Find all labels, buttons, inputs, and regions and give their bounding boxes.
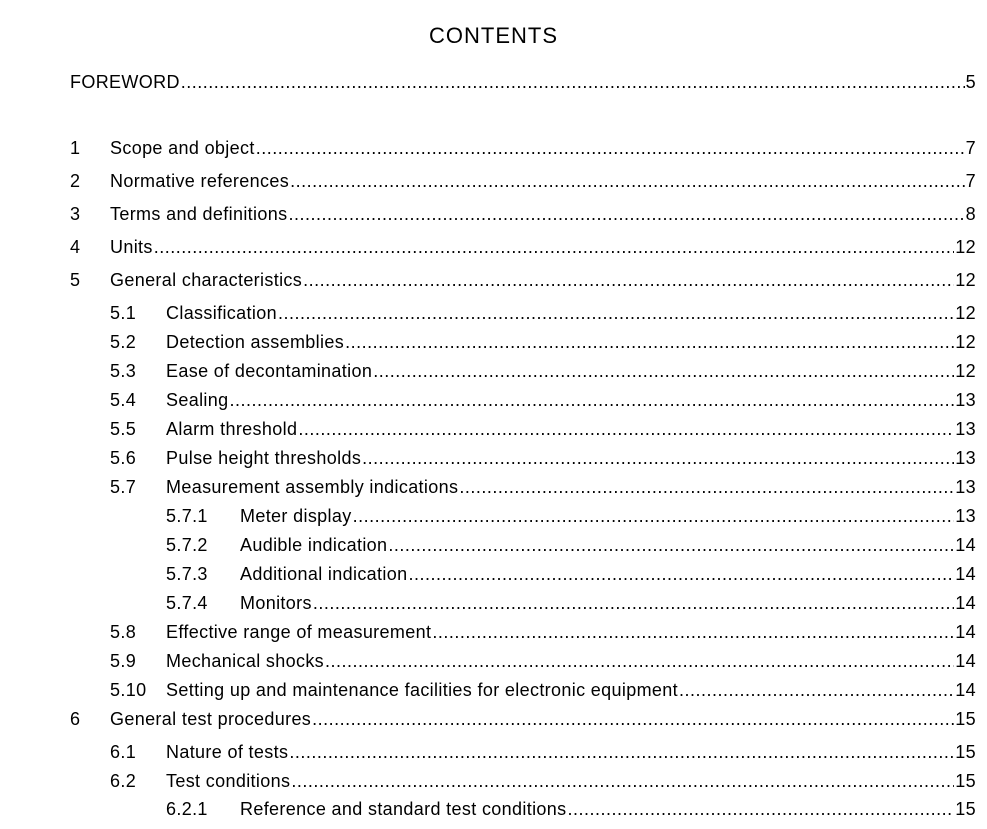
toc-entry-page: 7 [965,171,976,191]
toc-entry-label: Sealing [166,390,229,410]
toc-entry-number: 5.8 [110,622,137,642]
toc-entry-label: Test conditions [166,771,291,791]
toc-entry-label: Ease of decontamination [166,361,373,381]
leader-dots [353,504,955,528]
toc-entry-label: Scope and object [110,138,255,158]
leader-dots [278,301,954,325]
toc-entry-page: 8 [965,204,976,224]
toc-entry-label: Nature of tests [166,742,289,762]
toc-entry-number: 6 [70,709,81,729]
toc-entry[interactable] [70,136,976,160]
toc-entry[interactable] [166,797,976,821]
toc-entry-label: Normative references [110,171,290,191]
toc-entry-foreword[interactable] [70,70,976,94]
leader-dots [459,475,954,499]
toc-entry-label: Monitors [240,593,312,613]
toc-entry-page: 12 [955,361,976,381]
toc-entry[interactable] [166,504,976,528]
leader-dots [312,707,954,731]
leader-dots [291,769,954,793]
leader-dots [568,797,955,821]
toc-entry-page: 12 [955,303,976,323]
toc-entry-number: 5.9 [110,651,137,671]
leader-dots [290,169,965,193]
toc-entry-label: Mechanical shocks [166,651,325,671]
toc-entry-page: 15 [955,771,976,791]
leader-dots [288,202,964,226]
toc-entry-label: Detection assemblies [166,332,345,352]
toc-entry[interactable] [110,301,976,325]
toc-entry-label: Audible indication [240,535,388,555]
toc-entry-label: Reference and standard test conditions [240,799,567,819]
toc-entry-number: 5.1 [110,303,137,323]
toc-entry-page: 13 [955,390,976,410]
leader-dots [256,136,965,160]
toc-entry-page: 13 [955,419,976,439]
toc-entry-number: 3 [70,204,81,224]
toc-entry[interactable] [166,591,976,615]
toc-entry[interactable] [70,235,976,259]
toc-entry-number: 5.4 [110,390,137,410]
toc-entry[interactable] [110,417,976,441]
toc-entry-number: 5.3 [110,361,137,381]
toc-entry-page: 14 [955,593,976,613]
toc-entry-page: 14 [955,651,976,671]
toc-entry-page: 14 [955,564,976,584]
toc-entry-page: 12 [955,270,976,290]
toc-entry-page: 15 [955,709,976,729]
toc-entry-page: 5 [965,72,976,92]
toc-entry-page: 13 [955,506,976,526]
leader-dots [408,562,954,586]
toc-entry-number: 5.10 [110,680,147,700]
toc-entry-number: 6.2 [110,771,137,791]
toc-entry-label: Units [110,237,153,257]
toc-entry-number: 5.2 [110,332,137,352]
toc-entry-label: Additional indication [240,564,408,584]
leader-dots [388,533,954,557]
toc-entry[interactable] [70,268,976,292]
toc-entry-label: FOREWORD [70,72,180,92]
leader-dots [230,388,955,412]
toc-entry-label: Classification [166,303,277,323]
toc-entry[interactable] [110,359,976,383]
toc-entry[interactable] [166,562,976,586]
toc-entry[interactable] [110,769,976,793]
toc-entry-number: 5.5 [110,419,137,439]
toc-entry-label: Setting up and maintenance facilities for electronic equipment [166,680,678,700]
toc-entry[interactable] [110,446,976,470]
toc-entry[interactable] [70,707,976,731]
toc-entry[interactable] [110,649,976,673]
leader-dots [373,359,954,383]
toc-entry-number: 2 [70,171,81,191]
toc-entry-number: 5.7 [110,477,137,497]
toc-entry-label: Alarm threshold [166,419,298,439]
toc-entry-number: 5.7.3 [166,564,208,584]
toc-entry-page: 7 [965,138,976,158]
toc-entry-page: 15 [955,742,976,762]
toc-entry-label: Effective range of measurement [166,622,432,642]
toc-entry[interactable] [166,533,976,557]
toc-entry-page: 12 [955,237,976,257]
leader-dots [313,591,954,615]
toc-entry-number: 5.7.2 [166,535,208,555]
leader-dots [345,330,954,354]
leader-dots [181,70,965,94]
toc-entry-page: 12 [955,332,976,352]
toc-entry-label: Pulse height thresholds [166,448,362,468]
leader-dots [432,620,954,644]
leader-dots [325,649,954,673]
toc-entry-page: 14 [955,535,976,555]
toc-entry[interactable] [110,678,976,702]
toc-entry-label: General test procedures [110,709,312,729]
toc-entry[interactable] [110,388,976,412]
toc-entry-page: 13 [955,477,976,497]
toc-entry[interactable] [110,475,976,499]
toc-entry-label: Meter display [240,506,352,526]
toc-entry-label: Terms and definitions [110,204,288,224]
toc-entry-page: 14 [955,680,976,700]
toc-entry[interactable] [70,202,976,226]
toc-entry-number: 1 [70,138,81,158]
leader-dots [298,417,954,441]
toc-entry-number: 5.7.1 [166,506,208,526]
toc-entry-number: 5 [70,270,81,290]
toc-entry-number: 6.2.1 [166,799,208,819]
leader-dots [154,235,955,259]
leader-dots [679,678,954,702]
leader-dots [303,268,954,292]
toc-entry-label: Measurement assembly indications [166,477,459,497]
leader-dots [289,740,954,764]
toc-entry[interactable] [110,620,976,644]
toc-entry-number: 6.1 [110,742,137,762]
toc-entry-page: 14 [955,622,976,642]
toc-entry-number: 5.7.4 [166,593,208,613]
page-title: CONTENTS [429,23,558,48]
leader-dots [362,446,954,470]
toc-entry-page: 15 [955,799,976,819]
toc-entry-page: 13 [955,448,976,468]
toc-entry-number: 4 [70,237,81,257]
toc-entry-label: General characteristics [110,270,303,290]
toc-entry-number: 5.6 [110,448,137,468]
toc-entry[interactable] [110,330,976,354]
toc-entry[interactable] [70,169,976,193]
toc-entry[interactable] [110,740,976,764]
